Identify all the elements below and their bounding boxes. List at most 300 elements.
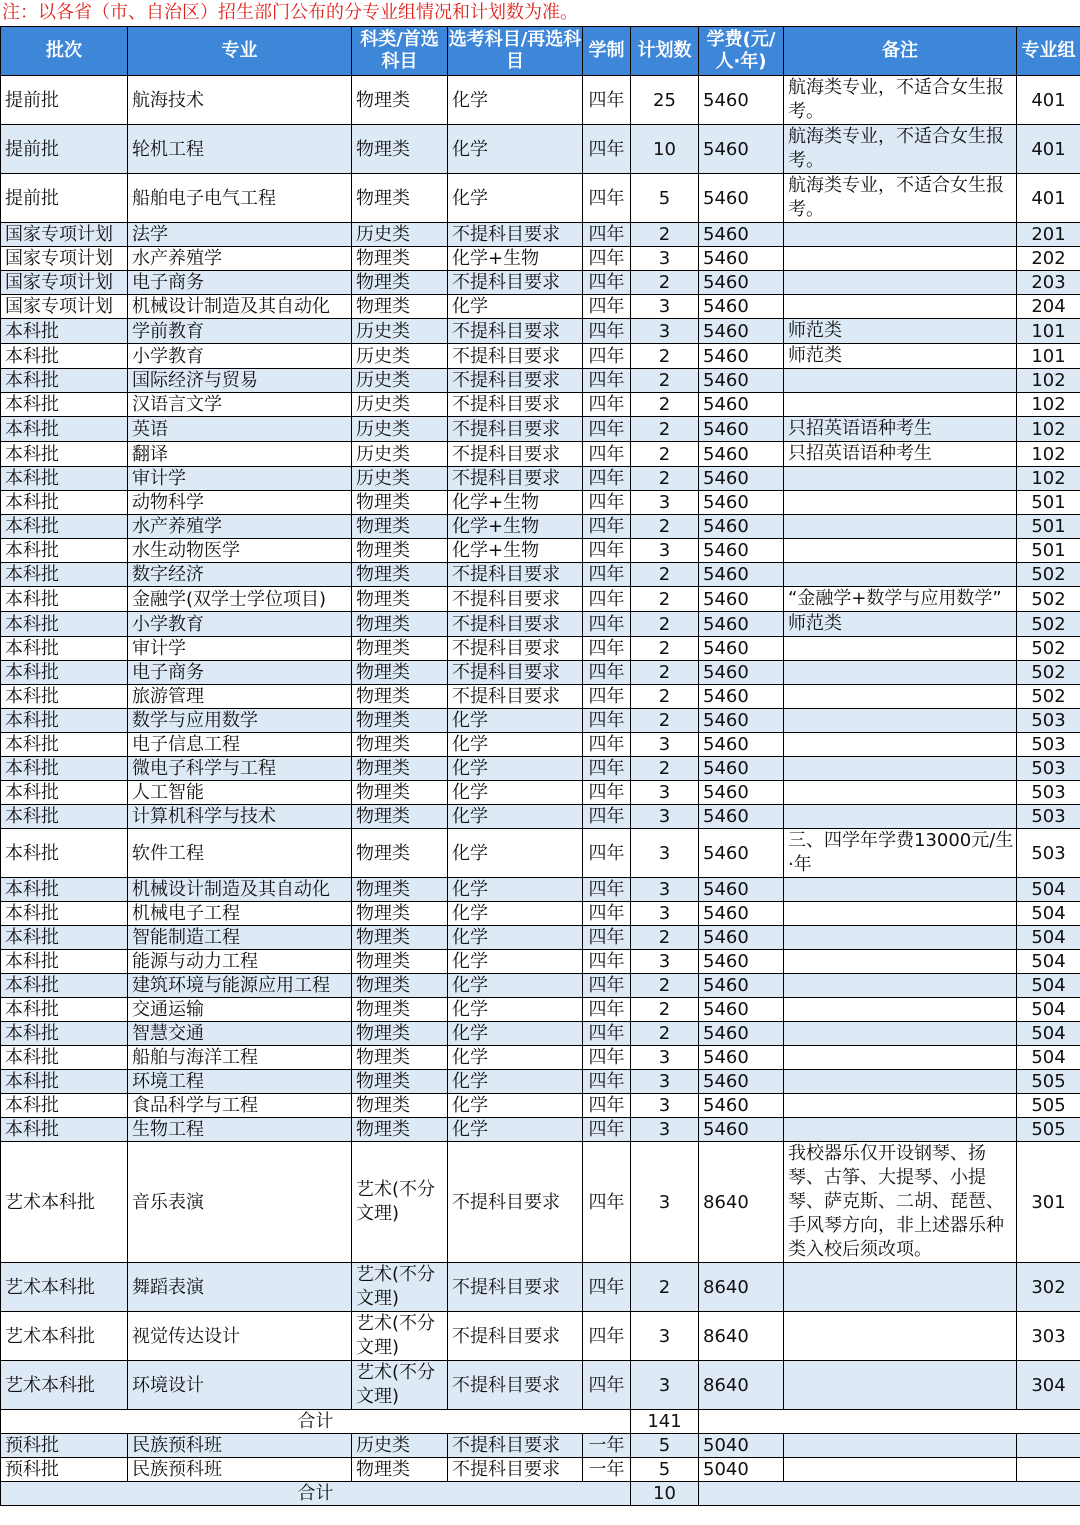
fee-cell: 5460 [699,125,784,174]
subject-category-cell: 物理类 [352,125,448,174]
remark-cell [784,1434,1017,1458]
duration-cell: 四年 [583,733,631,757]
remark-cell [784,974,1017,998]
batch-cell: 本科批 [1,491,128,515]
plan-cell: 3 [631,781,699,805]
elective-cell: 不提科目要求 [448,1361,583,1410]
elective-cell: 化学 [448,1070,583,1094]
subject-category-cell: 物理类 [352,271,448,295]
major-cell: 水产养殖学 [128,247,352,271]
major-cell: 数字经济 [128,563,352,587]
major-cell: 音乐表演 [128,1142,352,1263]
table-row [1,247,1080,271]
subject-category-cell: 物理类 [352,974,448,998]
duration-cell: 四年 [583,369,631,393]
elective-cell: 不提科目要求 [448,612,583,637]
duration-cell: 四年 [583,319,631,344]
group-cell: 504 [1017,1022,1080,1046]
table-row [1,685,1080,709]
duration-cell: 四年 [583,295,631,319]
major-cell: 环境设计 [128,1361,352,1410]
batch-cell: 国家专项计划 [1,295,128,319]
plan-cell: 2 [631,417,699,442]
duration-cell: 四年 [583,805,631,829]
table-row [1,174,1080,223]
elective-cell: 不提科目要求 [448,1263,583,1312]
subject-category-cell: 物理类 [352,1022,448,1046]
fee-cell: 5460 [699,369,784,393]
subject-category-cell: 艺术(不分文理) [352,1142,448,1263]
plan-cell: 2 [631,926,699,950]
batch-cell: 国家专项计划 [1,271,128,295]
fee-cell: 8640 [699,1263,784,1312]
duration-cell: 四年 [583,563,631,587]
duration-cell: 四年 [583,1263,631,1312]
plan-cell: 2 [631,369,699,393]
subject-category-cell: 历史类 [352,467,448,491]
batch-cell: 本科批 [1,515,128,539]
elective-cell: 化学 [448,1118,583,1142]
major-cell: 交通运输 [128,998,352,1022]
table-row [1,319,1080,344]
remark-cell [784,878,1017,902]
plan-cell: 3 [631,539,699,563]
remark-cell: 我校器乐仅开设钢琴、扬琴、古筝、大提琴、小提琴、萨克斯、二胡、琵琶、手风琴方向，非上述器乐种类入校后须改项。 [784,1142,1017,1263]
remark-cell [784,1070,1017,1094]
plan-cell: 2 [631,271,699,295]
remark-cell [784,393,1017,417]
major-cell: 航海技术 [128,76,352,125]
batch-cell: 本科批 [1,878,128,902]
group-cell: 503 [1017,733,1080,757]
remark-cell [784,709,1017,733]
major-cell: 旅游管理 [128,685,352,709]
duration-cell: 四年 [583,223,631,247]
major-cell: 微电子科学与工程 [128,757,352,781]
fee-cell: 5460 [699,442,784,467]
duration-cell: 四年 [583,467,631,491]
remark-cell [784,950,1017,974]
group-cell: 102 [1017,417,1080,442]
header-fee: 学费(元/人·年) [699,27,784,76]
major-cell: 学前教育 [128,319,352,344]
fee-cell: 5460 [699,515,784,539]
group-cell: 203 [1017,271,1080,295]
plan-cell: 2 [631,757,699,781]
group-cell: 502 [1017,563,1080,587]
elective-cell: 化学+生物 [448,247,583,271]
duration-cell: 四年 [583,878,631,902]
plan-cell: 3 [631,1070,699,1094]
duration-cell: 四年 [583,442,631,467]
remark-cell [784,1046,1017,1070]
plan-cell: 2 [631,709,699,733]
fee-cell: 5460 [699,781,784,805]
duration-cell: 四年 [583,247,631,271]
group-cell [1017,1458,1080,1482]
fee-cell: 5460 [699,829,784,878]
group-cell: 401 [1017,76,1080,125]
remark-cell [784,926,1017,950]
subject-category-cell: 历史类 [352,442,448,467]
fee-cell: 5460 [699,612,784,637]
subject-category-cell: 物理类 [352,1046,448,1070]
major-cell: 小学教育 [128,612,352,637]
remark-cell: 只招英语语种考生 [784,442,1017,467]
batch-cell: 本科批 [1,733,128,757]
header-row [1,27,1080,76]
group-cell: 502 [1017,661,1080,685]
major-cell: 电子商务 [128,661,352,685]
major-cell: 船舶电子电气工程 [128,174,352,223]
group-cell: 504 [1017,950,1080,974]
elective-cell: 化学 [448,1046,583,1070]
plan-cell: 2 [631,998,699,1022]
group-cell: 101 [1017,319,1080,344]
group-cell: 505 [1017,1094,1080,1118]
fee-cell: 5460 [699,998,784,1022]
remark-cell [784,998,1017,1022]
subject-category-cell: 物理类 [352,587,448,612]
group-cell: 401 [1017,174,1080,223]
duration-cell: 四年 [583,612,631,637]
subject-category-cell: 物理类 [352,174,448,223]
group-cell: 504 [1017,974,1080,998]
table-row [1,1312,1080,1361]
total-label: 合计 [1,1410,631,1434]
remark-cell [784,781,1017,805]
elective-cell: 化学 [448,902,583,926]
major-cell: 机械设计制造及其自动化 [128,878,352,902]
table-row [1,661,1080,685]
plan-cell: 3 [631,733,699,757]
remark-cell: 三、四学年学费13000元/生·年 [784,829,1017,878]
table-row [1,369,1080,393]
major-cell: 智能制造工程 [128,926,352,950]
remark-cell: 师范类 [784,319,1017,344]
duration-cell: 四年 [583,393,631,417]
fee-cell: 8640 [699,1312,784,1361]
elective-cell: 化学 [448,295,583,319]
header-duration: 学制 [583,27,631,76]
fee-cell: 5460 [699,223,784,247]
major-cell: 汉语言文学 [128,393,352,417]
table-row [1,393,1080,417]
group-cell: 502 [1017,685,1080,709]
total-value: 141 [631,1410,699,1434]
group-cell: 303 [1017,1312,1080,1361]
batch-cell: 本科批 [1,709,128,733]
subject-category-cell: 物理类 [352,563,448,587]
elective-cell: 不提科目要求 [448,344,583,369]
plan-cell: 5 [631,174,699,223]
subject-category-cell: 物理类 [352,1458,448,1482]
fee-cell: 5460 [699,709,784,733]
major-cell: 计算机科学与技术 [128,805,352,829]
subject-category-cell: 物理类 [352,539,448,563]
fee-cell: 5460 [699,757,784,781]
total-empty [699,1482,1080,1506]
plan-cell: 3 [631,319,699,344]
group-cell: 505 [1017,1070,1080,1094]
remark-cell: 只招英语语种考生 [784,417,1017,442]
batch-cell: 国家专项计划 [1,223,128,247]
header-subject-category: 科类/首选科目 [352,27,448,76]
table-row [1,805,1080,829]
group-cell: 304 [1017,1361,1080,1410]
fee-cell: 8640 [699,1142,784,1263]
subject-category-cell: 历史类 [352,344,448,369]
elective-cell: 不提科目要求 [448,271,583,295]
fee-cell: 5460 [699,661,784,685]
batch-cell: 本科批 [1,539,128,563]
subject-category-cell: 历史类 [352,369,448,393]
fee-cell: 5460 [699,1118,784,1142]
major-cell: 英语 [128,417,352,442]
elective-cell: 化学 [448,76,583,125]
remark-cell [784,491,1017,515]
subject-category-cell: 物理类 [352,637,448,661]
subject-category-cell: 艺术(不分文理) [352,1263,448,1312]
fee-cell: 5460 [699,902,784,926]
group-cell: 401 [1017,125,1080,174]
plan-cell: 25 [631,76,699,125]
batch-cell: 本科批 [1,974,128,998]
elective-cell: 不提科目要求 [448,319,583,344]
major-cell: 舞蹈表演 [128,1263,352,1312]
subject-category-cell: 物理类 [352,733,448,757]
group-cell: 102 [1017,393,1080,417]
elective-cell: 化学 [448,950,583,974]
table-row [1,1434,1080,1458]
plan-cell: 2 [631,467,699,491]
batch-cell: 本科批 [1,417,128,442]
subject-category-cell: 历史类 [352,417,448,442]
elective-cell: 化学 [448,1022,583,1046]
batch-cell: 本科批 [1,467,128,491]
table-row [1,757,1080,781]
group-cell: 501 [1017,515,1080,539]
batch-cell: 本科批 [1,1118,128,1142]
batch-cell: 艺术本科批 [1,1142,128,1263]
plan-cell: 2 [631,612,699,637]
batch-cell: 本科批 [1,442,128,467]
elective-cell: 不提科目要求 [448,685,583,709]
subject-category-cell: 历史类 [352,1434,448,1458]
remark-cell: 航海类专业，不适合女生报考。 [784,125,1017,174]
fee-cell: 5460 [699,926,784,950]
remark-cell [784,757,1017,781]
batch-cell: 本科批 [1,829,128,878]
plan-cell: 2 [631,1263,699,1312]
duration-cell: 四年 [583,125,631,174]
duration-cell: 一年 [583,1458,631,1482]
total-row [1,1410,1080,1434]
batch-cell: 提前批 [1,125,128,174]
elective-cell: 化学 [448,757,583,781]
duration-cell: 四年 [583,515,631,539]
remark-cell [784,1094,1017,1118]
subject-category-cell: 艺术(不分文理) [352,1361,448,1410]
remark-cell [784,247,1017,271]
major-cell: 机械电子工程 [128,902,352,926]
major-cell: 金融学(双学士学位项目) [128,587,352,612]
remark-cell [784,467,1017,491]
batch-cell: 本科批 [1,998,128,1022]
duration-cell: 四年 [583,174,631,223]
total-row [1,1482,1080,1506]
subject-category-cell: 历史类 [352,223,448,247]
plan-cell: 2 [631,442,699,467]
fee-cell: 5460 [699,393,784,417]
plan-cell: 3 [631,950,699,974]
duration-cell: 四年 [583,757,631,781]
batch-cell: 本科批 [1,393,128,417]
elective-cell: 不提科目要求 [448,1434,583,1458]
major-cell: 翻译 [128,442,352,467]
elective-cell: 化学 [448,781,583,805]
duration-cell: 四年 [583,1022,631,1046]
batch-cell: 预科批 [1,1458,128,1482]
subject-category-cell: 物理类 [352,247,448,271]
fee-cell: 5460 [699,805,784,829]
duration-cell: 四年 [583,637,631,661]
duration-cell: 四年 [583,1118,631,1142]
elective-cell: 不提科目要求 [448,223,583,247]
group-cell: 102 [1017,442,1080,467]
group-cell: 503 [1017,757,1080,781]
elective-cell: 不提科目要求 [448,563,583,587]
plan-cell: 2 [631,685,699,709]
fee-cell: 5460 [699,587,784,612]
batch-cell: 艺术本科批 [1,1361,128,1410]
duration-cell: 四年 [583,1312,631,1361]
remark-cell [784,369,1017,393]
table-row [1,1142,1080,1263]
group-cell: 503 [1017,829,1080,878]
header-major: 专业 [128,27,352,76]
plan-cell: 3 [631,1312,699,1361]
header-group: 专业组 [1017,27,1080,76]
duration-cell: 四年 [583,902,631,926]
group-cell: 202 [1017,247,1080,271]
batch-cell: 本科批 [1,587,128,612]
group-cell: 505 [1017,1118,1080,1142]
subject-category-cell: 物理类 [352,709,448,733]
subject-category-cell: 物理类 [352,295,448,319]
table-row [1,829,1080,878]
table-row [1,295,1080,319]
remark-cell [784,1458,1017,1482]
major-cell: 民族预科班 [128,1458,352,1482]
duration-cell: 四年 [583,709,631,733]
plan-cell: 3 [631,878,699,902]
subject-category-cell: 物理类 [352,685,448,709]
table-row [1,271,1080,295]
fee-cell: 5460 [699,295,784,319]
group-cell: 503 [1017,781,1080,805]
elective-cell: 不提科目要求 [448,1312,583,1361]
subject-category-cell: 物理类 [352,950,448,974]
elective-cell: 化学 [448,125,583,174]
major-cell: 小学教育 [128,344,352,369]
subject-category-cell: 物理类 [352,1070,448,1094]
plan-cell: 3 [631,1094,699,1118]
duration-cell: 四年 [583,1094,631,1118]
duration-cell: 四年 [583,781,631,805]
duration-cell: 四年 [583,76,631,125]
batch-cell: 本科批 [1,1070,128,1094]
batch-cell: 本科批 [1,369,128,393]
remark-cell [784,539,1017,563]
plan-cell: 3 [631,1118,699,1142]
elective-cell: 化学 [448,878,583,902]
table-row [1,1046,1080,1070]
table-row [1,587,1080,612]
remark-cell [784,805,1017,829]
remark-cell [784,223,1017,247]
plan-cell: 3 [631,295,699,319]
fee-cell: 5460 [699,1070,784,1094]
table-row [1,950,1080,974]
batch-cell: 本科批 [1,319,128,344]
total-empty [699,1410,1080,1434]
table-row [1,926,1080,950]
duration-cell: 四年 [583,587,631,612]
group-cell: 102 [1017,369,1080,393]
table-row [1,612,1080,637]
subject-category-cell: 物理类 [352,998,448,1022]
duration-cell: 四年 [583,1142,631,1263]
table-row [1,223,1080,247]
major-cell: 船舶与海洋工程 [128,1046,352,1070]
batch-cell: 本科批 [1,781,128,805]
fee-cell: 5460 [699,685,784,709]
plan-cell: 2 [631,587,699,612]
group-cell: 504 [1017,998,1080,1022]
plan-cell: 2 [631,563,699,587]
elective-cell: 不提科目要求 [448,393,583,417]
table-row [1,515,1080,539]
major-cell: 动物科学 [128,491,352,515]
group-cell [1017,1434,1080,1458]
major-cell: 法学 [128,223,352,247]
group-cell: 301 [1017,1142,1080,1263]
plan-cell: 2 [631,1022,699,1046]
major-cell: 人工智能 [128,781,352,805]
elective-cell: 化学+生物 [448,491,583,515]
batch-cell: 本科批 [1,1022,128,1046]
subject-category-cell: 物理类 [352,515,448,539]
remark-cell [784,637,1017,661]
fee-cell: 5460 [699,247,784,271]
subject-category-cell: 物理类 [352,926,448,950]
major-cell: 智慧交通 [128,1022,352,1046]
table-row [1,442,1080,467]
fee-cell: 5460 [699,417,784,442]
subject-category-cell: 物理类 [352,612,448,637]
remark-cell: “金融学+数学与应用数学” [784,587,1017,612]
fee-cell: 5460 [699,563,784,587]
elective-cell: 不提科目要求 [448,417,583,442]
subject-category-cell: 物理类 [352,829,448,878]
header-plan: 计划数 [631,27,699,76]
total-value: 10 [631,1482,699,1506]
subject-category-cell: 物理类 [352,805,448,829]
fee-cell: 5040 [699,1458,784,1482]
elective-cell: 不提科目要求 [448,587,583,612]
fee-cell: 5460 [699,319,784,344]
